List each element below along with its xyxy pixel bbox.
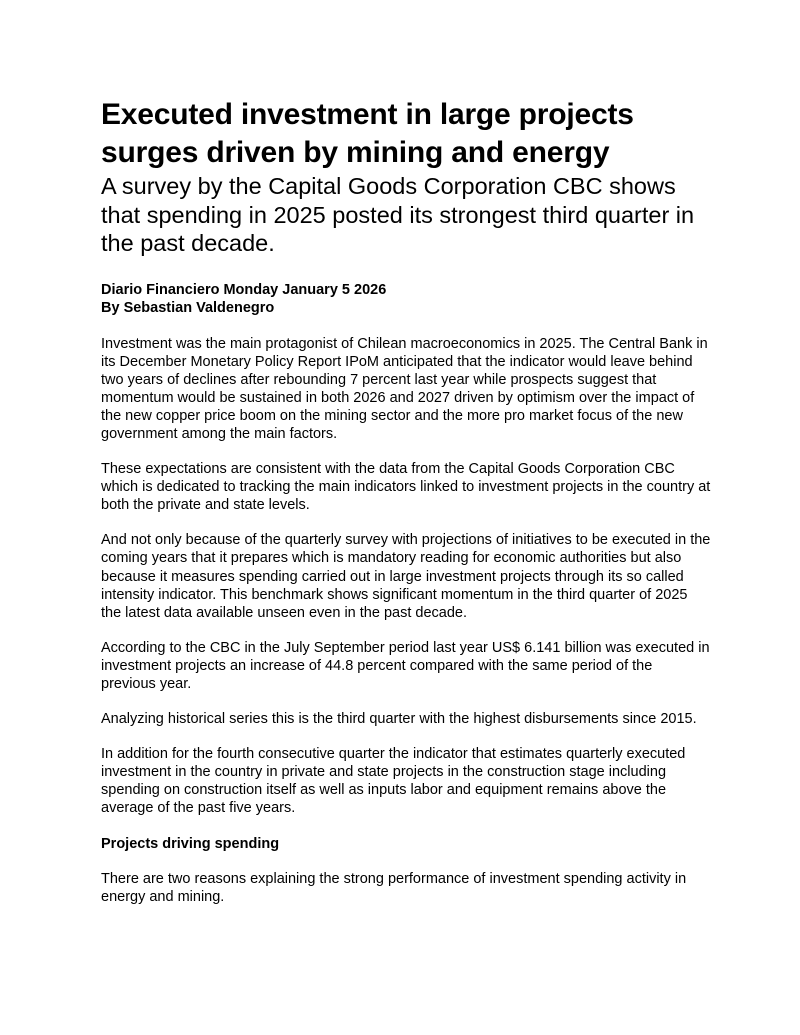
article bbox=[101, 96, 711, 923]
article-body bbox=[101, 335, 711, 906]
body-paragraph: According to the CBC in the July September period last year US$ 6.141 billion was executed in investment projects an increase of 44.8 percent compared with the same period of the previous year. bbox=[101, 639, 710, 692]
body-paragraph: And not only because of the quarterly survey with projections of initiatives to be executed in the coming years that it prepares which is mandatory reading for economic authorities but also because it measures spending carried out in large investment projects through its so called intensity indicator. This benchmark shows significant momentum in the third quarter of 2025 the latest data available unseen even in the past decade. bbox=[101, 532, 711, 621]
article-subheadline: A survey by the Capital Goods Corporation CBC shows that spending in 2025 posted its strongest third quarter in the past decade. bbox=[101, 173, 695, 256]
author-line: By Sebastian Valdenegro bbox=[101, 299, 275, 316]
body-paragraph: There are two reasons explaining the strong performance of investment spending activity in energy and mining. bbox=[101, 870, 687, 905]
section-heading: Projects driving spending bbox=[101, 835, 280, 852]
byline bbox=[101, 281, 711, 317]
body-paragraph: Investment was the main protagonist of Chilean macroeconomics in 2025. The Central Bank in its December Monetary Policy Report IPoM anticipated that the indicator would leave behind two years of declines after rebounding 7 percent last year while prospects suggest that momentum would be sustained in both 2026 and 2027 driven by optimism over the impact of the new copper price boom on the mining sector and the more pro market focus of the new government among the main factors. bbox=[101, 335, 708, 442]
body-paragraph: Analyzing historical series this is the third quarter with the highest disbursements since 2015. bbox=[101, 711, 697, 728]
body-paragraph: These expectations are consistent with the data from the Capital Goods Corporation CBC which is dedicated to tracking the main indicators linked to investment projects in the country at both the private and state levels. bbox=[101, 461, 711, 514]
source-line: Diario Financiero Monday January 5 2026 bbox=[101, 281, 387, 298]
article-headline: Executed investment in large projects surges driven by mining and energy bbox=[101, 98, 634, 169]
body-paragraph: In addition for the fourth consecutive quarter the indicator that estimates quarterly executed investment in the country in private and state projects in the construction stage including spending on construction itself as well as inputs labor and equipment remains above the average of the past five years. bbox=[101, 746, 686, 817]
